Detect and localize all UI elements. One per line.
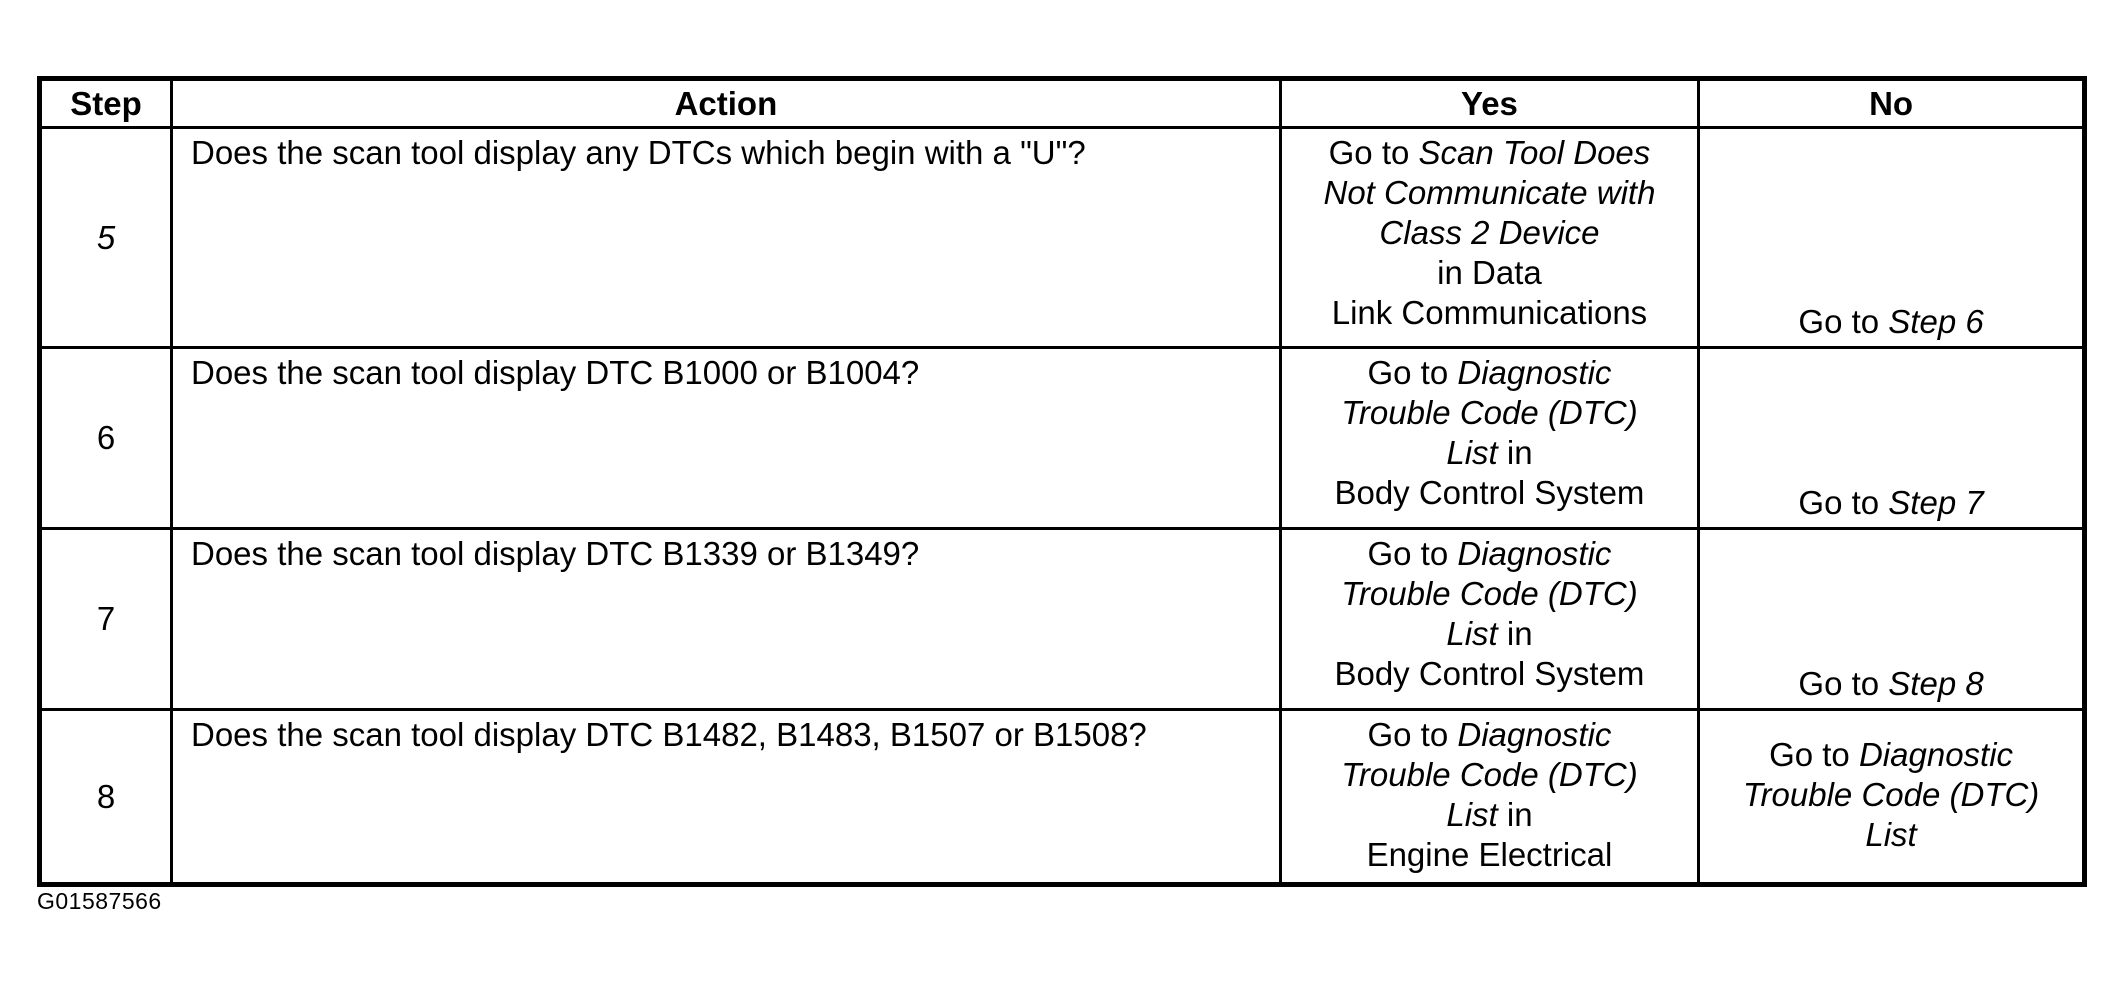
step-number: 7: [40, 529, 172, 710]
no-result: Go to Step 6: [1699, 128, 2085, 348]
yes-reference: List: [1446, 796, 1498, 833]
no-line: Go to Diagnostic: [1769, 735, 2014, 773]
yes-line: List in: [1446, 796, 1533, 833]
action-text: Does the scan tool display DTC B1000 or B1004?: [172, 348, 1281, 529]
no-reference: Step 6: [1888, 303, 1984, 340]
yes-line: Link Communications: [1331, 294, 1648, 331]
table-header-row: [40, 79, 2085, 128]
no-reference: Step 7: [1888, 484, 1984, 521]
figure-id: G01587566: [37, 888, 162, 914]
no-reference: Diagnostic: [1858, 735, 2014, 773]
header-action: Action: [172, 79, 1281, 128]
yes-result: [1280, 348, 1698, 529]
yes-line: Go to Diagnostic: [1367, 535, 1612, 572]
yes-reference: Class 2 Device: [1379, 214, 1600, 251]
yes-reference: List: [1446, 615, 1498, 652]
yes-reference: Diagnostic: [1457, 354, 1612, 391]
step-number: 5: [40, 128, 172, 348]
diagnostic-table: [37, 76, 2087, 887]
no-result: Go to Step 7: [1699, 348, 2085, 529]
action-text: Does the scan tool display DTC B1482, B1483, B1507 or B1508?: [172, 710, 1281, 885]
header-no: No: [1699, 79, 2085, 128]
no-reference: List: [1865, 815, 1917, 853]
step-number: 6: [40, 348, 172, 529]
yes-result: [1280, 529, 1698, 710]
yes-line: Body Control System: [1334, 474, 1645, 511]
yes-line: Go to Diagnostic: [1367, 354, 1612, 391]
table-row: [40, 710, 2085, 885]
step-number: 8: [40, 710, 172, 885]
yes-reference: Trouble Code (DTC): [1341, 575, 1638, 612]
yes-line: in Data: [1437, 254, 1542, 291]
header-yes: Yes: [1280, 79, 1698, 128]
table-row: [40, 128, 2085, 348]
table-row: [40, 529, 2085, 710]
yes-reference: Trouble Code (DTC): [1341, 394, 1638, 431]
header-step: Step: [40, 79, 172, 128]
no-result: Go to Step 8: [1699, 529, 2085, 710]
yes-result: [1280, 710, 1698, 885]
action-text: Does the scan tool display any DTCs which begin with a "U"?: [172, 128, 1281, 348]
yes-line: Engine Electrical: [1366, 836, 1613, 873]
no-result: [1699, 710, 2085, 885]
yes-reference: List: [1446, 434, 1498, 471]
no-reference: Step 8: [1888, 665, 1984, 702]
yes-line: List in: [1446, 615, 1533, 652]
yes-line: Go to Diagnostic: [1367, 716, 1612, 753]
yes-line: Body Control System: [1334, 655, 1645, 692]
yes-reference: Diagnostic: [1457, 716, 1612, 753]
table-row: [40, 348, 2085, 529]
no-reference: Trouble Code (DTC): [1742, 775, 2040, 813]
yes-result: [1280, 128, 1698, 348]
yes-reference: Diagnostic: [1457, 535, 1612, 572]
yes-line: Go to Scan Tool Does: [1328, 134, 1651, 171]
yes-line: List in: [1446, 434, 1533, 471]
yes-reference: Not Communicate with: [1323, 174, 1656, 211]
yes-reference: Trouble Code (DTC): [1341, 756, 1638, 793]
yes-reference: Scan Tool Does: [1418, 134, 1651, 171]
action-text: Does the scan tool display DTC B1339 or B1349?: [172, 529, 1281, 710]
